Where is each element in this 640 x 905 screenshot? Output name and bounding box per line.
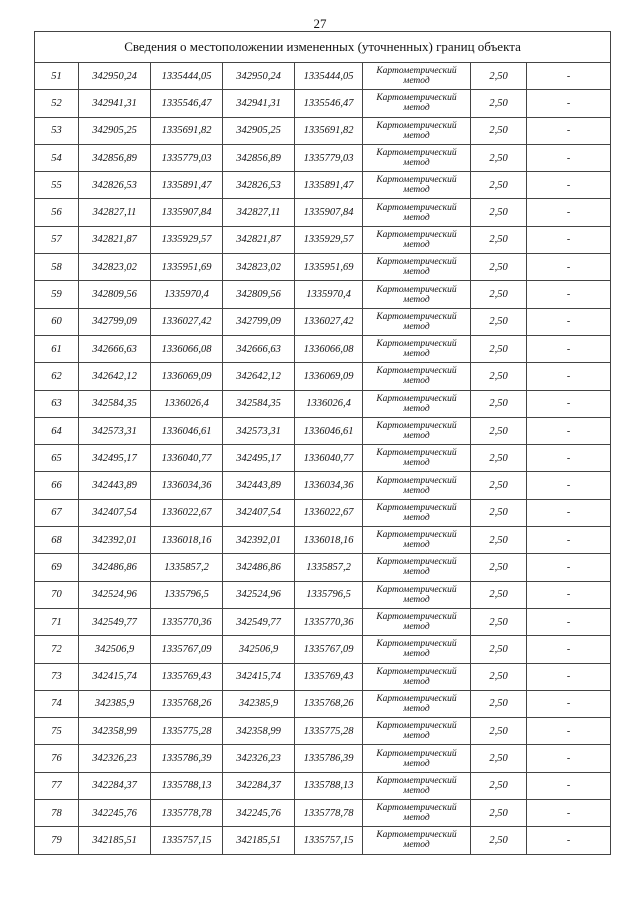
page-number: 27 bbox=[313, 16, 327, 31]
method-cell: Картометрический метод bbox=[363, 117, 471, 144]
note-cell: - bbox=[527, 636, 611, 663]
point-number-cell: 69 bbox=[35, 554, 79, 581]
existing-x-cell: 342407,54 bbox=[79, 499, 151, 526]
refined-y-cell: 1335796,5 bbox=[295, 581, 363, 608]
note-cell: - bbox=[527, 363, 611, 390]
existing-y-cell: 1335444,05 bbox=[151, 63, 223, 90]
table-row bbox=[35, 608, 611, 635]
refined-y-cell: 1335767,09 bbox=[295, 636, 363, 663]
point-number-cell: 56 bbox=[35, 199, 79, 226]
method-cell: Картометрический метод bbox=[363, 636, 471, 663]
existing-y-cell: 1335757,15 bbox=[151, 827, 223, 854]
refined-x-cell: 342941,31 bbox=[223, 90, 295, 117]
existing-y-cell: 1335786,39 bbox=[151, 745, 223, 772]
point-number-cell: 71 bbox=[35, 608, 79, 635]
method-cell: Картометрический метод bbox=[363, 335, 471, 362]
existing-x-cell: 342524,96 bbox=[79, 581, 151, 608]
note-cell: - bbox=[527, 417, 611, 444]
refined-x-cell: 342823,02 bbox=[223, 254, 295, 281]
note-cell: - bbox=[527, 690, 611, 717]
refined-y-cell: 1335891,47 bbox=[295, 172, 363, 199]
existing-y-cell: 1336018,16 bbox=[151, 527, 223, 554]
table-row bbox=[35, 472, 611, 499]
refined-x-cell: 342549,77 bbox=[223, 608, 295, 635]
note-cell: - bbox=[527, 117, 611, 144]
table-row bbox=[35, 745, 611, 772]
existing-x-cell: 342392,01 bbox=[79, 527, 151, 554]
refined-x-cell: 342573,31 bbox=[223, 417, 295, 444]
accuracy-cell: 2,50 bbox=[471, 335, 527, 362]
table-row bbox=[35, 800, 611, 827]
table-row bbox=[35, 308, 611, 335]
refined-x-cell: 342826,53 bbox=[223, 172, 295, 199]
refined-y-cell: 1335779,03 bbox=[295, 144, 363, 171]
refined-y-cell: 1336027,42 bbox=[295, 308, 363, 335]
existing-y-cell: 1335767,09 bbox=[151, 636, 223, 663]
refined-y-cell: 1335444,05 bbox=[295, 63, 363, 90]
refined-y-cell: 1335951,69 bbox=[295, 254, 363, 281]
table-row bbox=[35, 335, 611, 362]
table-row bbox=[35, 554, 611, 581]
existing-y-cell: 1335691,82 bbox=[151, 117, 223, 144]
accuracy-cell: 2,50 bbox=[471, 172, 527, 199]
existing-y-cell: 1335546,47 bbox=[151, 90, 223, 117]
method-cell: Картометрический метод bbox=[363, 690, 471, 717]
table-row bbox=[35, 581, 611, 608]
accuracy-cell: 2,50 bbox=[471, 608, 527, 635]
existing-x-cell: 342443,89 bbox=[79, 472, 151, 499]
table-row bbox=[35, 772, 611, 799]
table-row bbox=[35, 827, 611, 854]
accuracy-cell: 2,50 bbox=[471, 363, 527, 390]
accuracy-cell: 2,50 bbox=[471, 690, 527, 717]
accuracy-cell: 2,50 bbox=[471, 90, 527, 117]
method-cell: Картометрический метод bbox=[363, 581, 471, 608]
method-cell: Картометрический метод bbox=[363, 554, 471, 581]
existing-x-cell: 342821,87 bbox=[79, 226, 151, 253]
note-cell: - bbox=[527, 445, 611, 472]
note-cell: - bbox=[527, 390, 611, 417]
existing-y-cell: 1335891,47 bbox=[151, 172, 223, 199]
note-cell: - bbox=[527, 745, 611, 772]
refined-y-cell: 1335770,36 bbox=[295, 608, 363, 635]
existing-x-cell: 342573,31 bbox=[79, 417, 151, 444]
existing-x-cell: 342495,17 bbox=[79, 445, 151, 472]
table-row bbox=[35, 527, 611, 554]
refined-x-cell: 342284,37 bbox=[223, 772, 295, 799]
point-number-cell: 70 bbox=[35, 581, 79, 608]
table-body bbox=[35, 32, 611, 855]
accuracy-cell: 2,50 bbox=[471, 527, 527, 554]
refined-y-cell: 1335857,2 bbox=[295, 554, 363, 581]
existing-y-cell: 1336046,61 bbox=[151, 417, 223, 444]
accuracy-cell: 2,50 bbox=[471, 827, 527, 854]
table-row bbox=[35, 117, 611, 144]
accuracy-cell: 2,50 bbox=[471, 199, 527, 226]
refined-x-cell: 342666,63 bbox=[223, 335, 295, 362]
table-row bbox=[35, 281, 611, 308]
accuracy-cell: 2,50 bbox=[471, 63, 527, 90]
table-row bbox=[35, 417, 611, 444]
refined-x-cell: 342392,01 bbox=[223, 527, 295, 554]
method-cell: Картометрический метод bbox=[363, 472, 471, 499]
existing-x-cell: 342856,89 bbox=[79, 144, 151, 171]
point-number-cell: 51 bbox=[35, 63, 79, 90]
existing-y-cell: 1336069,09 bbox=[151, 363, 223, 390]
point-number-cell: 62 bbox=[35, 363, 79, 390]
refined-y-cell: 1335546,47 bbox=[295, 90, 363, 117]
refined-y-cell: 1336034,36 bbox=[295, 472, 363, 499]
point-number-cell: 58 bbox=[35, 254, 79, 281]
refined-x-cell: 342326,23 bbox=[223, 745, 295, 772]
method-cell: Картометрический метод bbox=[363, 281, 471, 308]
existing-y-cell: 1335788,13 bbox=[151, 772, 223, 799]
table-title-row bbox=[35, 32, 611, 63]
existing-x-cell: 342950,24 bbox=[79, 63, 151, 90]
table-row bbox=[35, 144, 611, 171]
table-row bbox=[35, 90, 611, 117]
existing-y-cell: 1335796,5 bbox=[151, 581, 223, 608]
refined-y-cell: 1335769,43 bbox=[295, 663, 363, 690]
point-number-cell: 78 bbox=[35, 800, 79, 827]
refined-x-cell: 342809,56 bbox=[223, 281, 295, 308]
table-row bbox=[35, 363, 611, 390]
note-cell: - bbox=[527, 581, 611, 608]
existing-y-cell: 1336066,08 bbox=[151, 335, 223, 362]
point-number-cell: 77 bbox=[35, 772, 79, 799]
refined-y-cell: 1335907,84 bbox=[295, 199, 363, 226]
method-cell: Картометрический метод bbox=[363, 772, 471, 799]
existing-y-cell: 1335970,4 bbox=[151, 281, 223, 308]
existing-x-cell: 342584,35 bbox=[79, 390, 151, 417]
note-cell: - bbox=[527, 663, 611, 690]
table-row bbox=[35, 63, 611, 90]
refined-y-cell: 1336066,08 bbox=[295, 335, 363, 362]
refined-x-cell: 342584,35 bbox=[223, 390, 295, 417]
table-row bbox=[35, 445, 611, 472]
point-number-cell: 76 bbox=[35, 745, 79, 772]
existing-y-cell: 1335770,36 bbox=[151, 608, 223, 635]
table-row bbox=[35, 718, 611, 745]
method-cell: Картометрический метод bbox=[363, 363, 471, 390]
boundary-coordinates-table bbox=[34, 31, 611, 855]
existing-y-cell: 1335929,57 bbox=[151, 226, 223, 253]
refined-x-cell: 342506,9 bbox=[223, 636, 295, 663]
note-cell: - bbox=[527, 90, 611, 117]
existing-y-cell: 1336040,77 bbox=[151, 445, 223, 472]
accuracy-cell: 2,50 bbox=[471, 254, 527, 281]
existing-x-cell: 342486,86 bbox=[79, 554, 151, 581]
point-number-cell: 57 bbox=[35, 226, 79, 253]
refined-y-cell: 1336069,09 bbox=[295, 363, 363, 390]
table-row bbox=[35, 226, 611, 253]
refined-y-cell: 1336022,67 bbox=[295, 499, 363, 526]
point-number-cell: 52 bbox=[35, 90, 79, 117]
method-cell: Картометрический метод bbox=[363, 608, 471, 635]
accuracy-cell: 2,50 bbox=[471, 417, 527, 444]
accuracy-cell: 2,50 bbox=[471, 554, 527, 581]
accuracy-cell: 2,50 bbox=[471, 144, 527, 171]
refined-x-cell: 342443,89 bbox=[223, 472, 295, 499]
table-title: Сведения о местоположении измененных (уточненных) границ объекта bbox=[35, 32, 611, 63]
method-cell: Картометрический метод bbox=[363, 90, 471, 117]
refined-x-cell: 342524,96 bbox=[223, 581, 295, 608]
existing-x-cell: 342827,11 bbox=[79, 199, 151, 226]
refined-x-cell: 342245,76 bbox=[223, 800, 295, 827]
accuracy-cell: 2,50 bbox=[471, 226, 527, 253]
existing-x-cell: 342245,76 bbox=[79, 800, 151, 827]
method-cell: Картометрический метод bbox=[363, 199, 471, 226]
existing-y-cell: 1335768,26 bbox=[151, 690, 223, 717]
method-cell: Картометрический метод bbox=[363, 663, 471, 690]
point-number-cell: 61 bbox=[35, 335, 79, 362]
point-number-cell: 73 bbox=[35, 663, 79, 690]
existing-x-cell: 342823,02 bbox=[79, 254, 151, 281]
note-cell: - bbox=[527, 172, 611, 199]
refined-y-cell: 1336040,77 bbox=[295, 445, 363, 472]
table-row bbox=[35, 499, 611, 526]
method-cell: Картометрический метод bbox=[363, 800, 471, 827]
existing-x-cell: 342666,63 bbox=[79, 335, 151, 362]
method-cell: Картометрический метод bbox=[363, 63, 471, 90]
refined-x-cell: 342642,12 bbox=[223, 363, 295, 390]
note-cell: - bbox=[527, 199, 611, 226]
existing-x-cell: 342799,09 bbox=[79, 308, 151, 335]
method-cell: Картометрический метод bbox=[363, 527, 471, 554]
refined-y-cell: 1336018,16 bbox=[295, 527, 363, 554]
method-cell: Картометрический метод bbox=[363, 417, 471, 444]
point-number-cell: 54 bbox=[35, 144, 79, 171]
note-cell: - bbox=[527, 254, 611, 281]
refined-x-cell: 342856,89 bbox=[223, 144, 295, 171]
method-cell: Картометрический метод bbox=[363, 226, 471, 253]
method-cell: Картометрический метод bbox=[363, 445, 471, 472]
accuracy-cell: 2,50 bbox=[471, 663, 527, 690]
table-row bbox=[35, 254, 611, 281]
accuracy-cell: 2,50 bbox=[471, 581, 527, 608]
refined-y-cell: 1335929,57 bbox=[295, 226, 363, 253]
existing-x-cell: 342905,25 bbox=[79, 117, 151, 144]
existing-y-cell: 1336034,36 bbox=[151, 472, 223, 499]
point-number-cell: 66 bbox=[35, 472, 79, 499]
point-number-cell: 59 bbox=[35, 281, 79, 308]
accuracy-cell: 2,50 bbox=[471, 390, 527, 417]
point-number-cell: 75 bbox=[35, 718, 79, 745]
method-cell: Картометрический метод bbox=[363, 144, 471, 171]
note-cell: - bbox=[527, 554, 611, 581]
refined-y-cell: 1335775,28 bbox=[295, 718, 363, 745]
existing-x-cell: 342415,74 bbox=[79, 663, 151, 690]
existing-y-cell: 1335951,69 bbox=[151, 254, 223, 281]
table-row bbox=[35, 199, 611, 226]
existing-x-cell: 342941,31 bbox=[79, 90, 151, 117]
existing-x-cell: 342506,9 bbox=[79, 636, 151, 663]
method-cell: Картометрический метод bbox=[363, 308, 471, 335]
existing-y-cell: 1335779,03 bbox=[151, 144, 223, 171]
existing-x-cell: 342326,23 bbox=[79, 745, 151, 772]
existing-x-cell: 342809,56 bbox=[79, 281, 151, 308]
existing-y-cell: 1336027,42 bbox=[151, 308, 223, 335]
existing-x-cell: 342284,37 bbox=[79, 772, 151, 799]
note-cell: - bbox=[527, 335, 611, 362]
existing-x-cell: 342549,77 bbox=[79, 608, 151, 635]
refined-x-cell: 342799,09 bbox=[223, 308, 295, 335]
refined-x-cell: 342185,51 bbox=[223, 827, 295, 854]
accuracy-cell: 2,50 bbox=[471, 636, 527, 663]
existing-y-cell: 1336026,4 bbox=[151, 390, 223, 417]
table-row bbox=[35, 636, 611, 663]
table-row bbox=[35, 172, 611, 199]
refined-x-cell: 342358,99 bbox=[223, 718, 295, 745]
point-number-cell: 79 bbox=[35, 827, 79, 854]
table-row bbox=[35, 390, 611, 417]
existing-y-cell: 1335769,43 bbox=[151, 663, 223, 690]
accuracy-cell: 2,50 bbox=[471, 445, 527, 472]
point-number-cell: 64 bbox=[35, 417, 79, 444]
note-cell: - bbox=[527, 308, 611, 335]
method-cell: Картометрический метод bbox=[363, 172, 471, 199]
refined-x-cell: 342495,17 bbox=[223, 445, 295, 472]
accuracy-cell: 2,50 bbox=[471, 772, 527, 799]
accuracy-cell: 2,50 bbox=[471, 745, 527, 772]
method-cell: Картометрический метод bbox=[363, 827, 471, 854]
note-cell: - bbox=[527, 827, 611, 854]
existing-y-cell: 1335907,84 bbox=[151, 199, 223, 226]
table-row bbox=[35, 690, 611, 717]
accuracy-cell: 2,50 bbox=[471, 117, 527, 144]
existing-x-cell: 342385,9 bbox=[79, 690, 151, 717]
refined-y-cell: 1335970,4 bbox=[295, 281, 363, 308]
accuracy-cell: 2,50 bbox=[471, 281, 527, 308]
point-number-cell: 72 bbox=[35, 636, 79, 663]
table-row bbox=[35, 663, 611, 690]
existing-y-cell: 1336022,67 bbox=[151, 499, 223, 526]
point-number-cell: 65 bbox=[35, 445, 79, 472]
refined-y-cell: 1335788,13 bbox=[295, 772, 363, 799]
point-number-cell: 55 bbox=[35, 172, 79, 199]
note-cell: - bbox=[527, 608, 611, 635]
refined-x-cell: 342950,24 bbox=[223, 63, 295, 90]
accuracy-cell: 2,50 bbox=[471, 308, 527, 335]
point-number-cell: 74 bbox=[35, 690, 79, 717]
note-cell: - bbox=[527, 772, 611, 799]
point-number-cell: 63 bbox=[35, 390, 79, 417]
accuracy-cell: 2,50 bbox=[471, 718, 527, 745]
point-number-cell: 53 bbox=[35, 117, 79, 144]
refined-x-cell: 342486,86 bbox=[223, 554, 295, 581]
note-cell: - bbox=[527, 527, 611, 554]
existing-y-cell: 1335775,28 bbox=[151, 718, 223, 745]
refined-y-cell: 1336026,4 bbox=[295, 390, 363, 417]
refined-y-cell: 1335778,78 bbox=[295, 800, 363, 827]
method-cell: Картометрический метод bbox=[363, 390, 471, 417]
accuracy-cell: 2,50 bbox=[471, 800, 527, 827]
existing-x-cell: 342185,51 bbox=[79, 827, 151, 854]
refined-x-cell: 342385,9 bbox=[223, 690, 295, 717]
refined-y-cell: 1335786,39 bbox=[295, 745, 363, 772]
refined-x-cell: 342821,87 bbox=[223, 226, 295, 253]
refined-y-cell: 1335768,26 bbox=[295, 690, 363, 717]
method-cell: Картометрический метод bbox=[363, 718, 471, 745]
point-number-cell: 68 bbox=[35, 527, 79, 554]
note-cell: - bbox=[527, 144, 611, 171]
refined-y-cell: 1335757,15 bbox=[295, 827, 363, 854]
existing-y-cell: 1335778,78 bbox=[151, 800, 223, 827]
existing-x-cell: 342826,53 bbox=[79, 172, 151, 199]
note-cell: - bbox=[527, 499, 611, 526]
existing-y-cell: 1335857,2 bbox=[151, 554, 223, 581]
refined-x-cell: 342407,54 bbox=[223, 499, 295, 526]
existing-x-cell: 342358,99 bbox=[79, 718, 151, 745]
refined-x-cell: 342415,74 bbox=[223, 663, 295, 690]
refined-x-cell: 342827,11 bbox=[223, 199, 295, 226]
note-cell: - bbox=[527, 718, 611, 745]
accuracy-cell: 2,50 bbox=[471, 499, 527, 526]
point-number-cell: 60 bbox=[35, 308, 79, 335]
refined-y-cell: 1335691,82 bbox=[295, 117, 363, 144]
method-cell: Картометрический метод bbox=[363, 745, 471, 772]
note-cell: - bbox=[527, 800, 611, 827]
refined-x-cell: 342905,25 bbox=[223, 117, 295, 144]
note-cell: - bbox=[527, 226, 611, 253]
note-cell: - bbox=[527, 63, 611, 90]
existing-x-cell: 342642,12 bbox=[79, 363, 151, 390]
method-cell: Картометрический метод bbox=[363, 254, 471, 281]
accuracy-cell: 2,50 bbox=[471, 472, 527, 499]
point-number-cell: 67 bbox=[35, 499, 79, 526]
note-cell: - bbox=[527, 472, 611, 499]
note-cell: - bbox=[527, 281, 611, 308]
method-cell: Картометрический метод bbox=[363, 499, 471, 526]
refined-y-cell: 1336046,61 bbox=[295, 417, 363, 444]
